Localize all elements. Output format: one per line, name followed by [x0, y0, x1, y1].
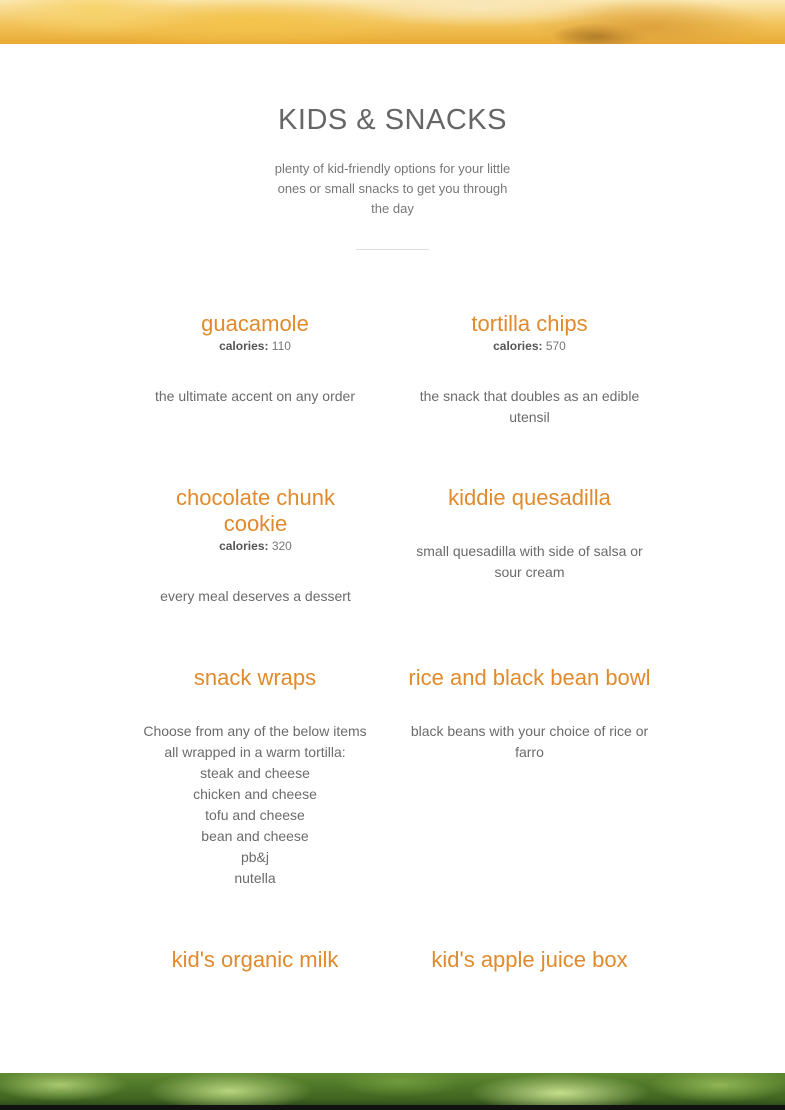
menu-item-guacamole	[135, 311, 375, 407]
section-divider	[356, 249, 429, 250]
footer-greens-image	[0, 1073, 785, 1110]
menu-item-description	[135, 721, 375, 889]
description-line: Choose from any of the below items	[143, 723, 367, 739]
menu-item-kids-organic-milk	[135, 947, 375, 973]
menu-item-description: every meal deserves a dessert	[160, 588, 351, 604]
menu-item-name: kid's organic milk	[171, 947, 339, 972]
page-title: KIDS & SNACKS	[278, 104, 507, 136]
calories-value: 110	[271, 339, 291, 353]
menu-item-name: guacamole	[201, 311, 309, 336]
menu-item-description: the snack that doubles as an edible utensil	[419, 388, 640, 425]
menu-item-tortilla-chips	[408, 311, 651, 428]
menu-item-name: kid's apple juice box	[431, 947, 628, 972]
calories-label: calories:	[219, 339, 269, 353]
page-subtitle: plenty of kid-friendly options for your little ones or small snacks to get you through the day	[274, 161, 511, 216]
menu-item-description: small quesadilla with side of salsa or sour cream	[416, 543, 643, 580]
description-line: nutella	[234, 870, 276, 886]
menu-item-description: the ultimate accent on any order	[154, 388, 355, 404]
menu-item-calories	[150, 538, 361, 554]
menu-item-rice-and-black-bean-bowl	[408, 665, 651, 763]
calories-value: 320	[271, 539, 292, 553]
hero-food-image-top	[0, 0, 785, 44]
menu-item-kiddie-quesadilla	[408, 485, 651, 583]
description-line: steak and cheese	[200, 765, 310, 781]
menu-item-name: rice and black bean bowl	[408, 665, 651, 690]
menu-item-description: black beans with your choice of rice or farro	[410, 723, 649, 760]
calories-value: 570	[545, 339, 566, 353]
menu-item-calories	[135, 338, 375, 354]
footer-edge	[0, 1105, 785, 1110]
menu-item-name: tortilla chips	[471, 311, 588, 336]
menu-item-name: snack wraps	[193, 665, 317, 690]
calories-label: calories:	[219, 539, 269, 553]
menu-item-name: kiddie quesadilla	[448, 485, 611, 510]
description-line: bean and cheese	[201, 828, 309, 844]
menu-item-calories	[408, 338, 651, 354]
menu-item-name: chocolate chunk cookie	[176, 485, 335, 536]
calories-label: calories:	[493, 339, 543, 353]
description-line: tofu and cheese	[205, 807, 305, 823]
menu-item-snack-wraps	[135, 665, 375, 889]
description-line: all wrapped in a warm tortilla:	[164, 744, 346, 760]
menu-item-kids-apple-juice-box	[408, 947, 651, 973]
description-line: chicken and cheese	[193, 786, 317, 802]
menu-item-chocolate-chunk-cookie	[150, 485, 361, 607]
description-line: pb&j	[240, 849, 270, 865]
